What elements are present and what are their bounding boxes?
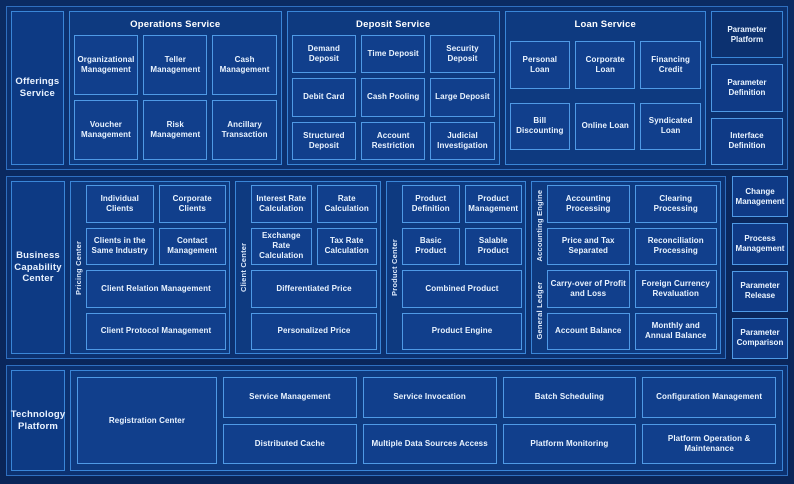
technology-platform-band	[6, 365, 788, 476]
cell-service-invocation[interactable]: Service Invocation	[363, 377, 497, 418]
cell-organizational-management[interactable]: Organizational Management	[74, 35, 138, 95]
cell-configuration-management[interactable]: Configuration Management	[642, 377, 776, 418]
cell-registration-center[interactable]: Registration Center	[77, 377, 217, 464]
cell-accounting-processing[interactable]: Accounting Processing	[547, 185, 630, 223]
cell-security-deposit[interactable]: Security Deposit	[430, 35, 494, 73]
cell-reconciliation-processing[interactable]: Reconciliation Processing	[635, 228, 718, 266]
cell-structured-deposit[interactable]: Structured Deposit	[292, 122, 356, 160]
lane-body-client-center	[251, 185, 377, 350]
lane-label-product-center: Product Center	[390, 239, 399, 296]
cell-platform-operation-maintenance[interactable]: Platform Operation & Maintenance	[642, 424, 776, 465]
group-operations-service	[69, 11, 282, 165]
cell-bill-discounting[interactable]: Bill Discounting	[510, 103, 570, 151]
parameter-platform-column-mid	[732, 176, 788, 359]
cell-product-engine[interactable]: Product Engine	[402, 313, 522, 351]
cell-monthly-and-annual-balance[interactable]: Monthly and Annual Balance	[635, 313, 718, 351]
cell-syndicated-loan[interactable]: Syndicated Loan	[640, 103, 700, 151]
cell-teller-management[interactable]: Teller Management	[143, 35, 207, 95]
cell-personalized-price[interactable]: Personalized Price	[251, 313, 377, 351]
business-capability-band-row	[6, 176, 788, 359]
cell-price-and-tax-separated[interactable]: Price and Tax Separated	[547, 228, 630, 266]
param-interface-definition[interactable]: Interface Definition	[711, 118, 783, 165]
cell-client-protocol-management[interactable]: Client Protocol Management	[86, 313, 226, 351]
cell-cash-pooling[interactable]: Cash Pooling	[361, 78, 425, 116]
cell-judicial-investigation[interactable]: Judicial Investigation	[430, 122, 494, 160]
cell-cash-management[interactable]: Cash Management	[212, 35, 276, 95]
cell-individual-clients[interactable]: Individual Clients	[86, 185, 154, 223]
cell-demand-deposit[interactable]: Demand Deposit	[292, 35, 356, 73]
cell-interest-rate-calculation[interactable]: Interest Rate Calculation	[251, 185, 312, 223]
cell-ancillary-transaction[interactable]: Ancillary Transaction	[212, 100, 276, 160]
cell-rate-calculation[interactable]: Rate Calculation	[317, 185, 378, 223]
cell-contact-management[interactable]: Contact Management	[159, 228, 227, 266]
cell-distributed-cache[interactable]: Distributed Cache	[223, 424, 357, 465]
operations-service-cells	[74, 35, 277, 160]
param-change-management[interactable]: Change Management	[732, 176, 788, 217]
group-loan-service	[505, 11, 706, 165]
cell-corporate-loan[interactable]: Corporate Loan	[575, 41, 635, 89]
band-label-offerings-service: Offerings Service	[11, 11, 64, 165]
param-process-management[interactable]: Process Management	[732, 223, 788, 264]
cell-product-management[interactable]: Product Management	[465, 185, 523, 223]
band-label-technology-platform: Technology Platform	[11, 370, 65, 471]
cell-platform-monitoring[interactable]: Platform Monitoring	[503, 424, 637, 465]
lane-body-accounting	[547, 185, 717, 350]
cell-account-balance[interactable]: Account Balance	[547, 313, 630, 351]
cell-debit-card[interactable]: Debit Card	[292, 78, 356, 116]
cell-risk-management[interactable]: Risk Management	[143, 100, 207, 160]
technology-platform-body	[77, 377, 776, 464]
business-capability-band	[6, 176, 726, 359]
lane-label-pricing-center: Pricing Center	[74, 240, 83, 295]
cell-personal-loan[interactable]: Personal Loan	[510, 41, 570, 89]
param-parameter-definition[interactable]: Parameter Definition	[711, 64, 783, 111]
cell-corporate-clients[interactable]: Corporate Clients	[159, 185, 227, 223]
param-parameter-release[interactable]: Parameter Release	[732, 271, 788, 312]
business-lanes	[70, 181, 721, 354]
lane-label-general-ledger: General Ledger	[535, 280, 544, 339]
lane-label-accounting-engine: Accounting Engine	[535, 189, 544, 262]
cell-account-restriction[interactable]: Account Restriction	[361, 122, 425, 160]
group-deposit-service	[287, 11, 500, 165]
deposit-service-cells	[292, 35, 495, 160]
lane-accounting	[531, 181, 721, 354]
group-title-loan-service: Loan Service	[574, 19, 636, 30]
cell-tax-rate-calculation[interactable]: Tax Rate Calculation	[317, 228, 378, 266]
lane-pricing-center	[70, 181, 230, 354]
lane-body-pricing-center	[86, 185, 226, 350]
lane-product-center	[386, 181, 526, 354]
technology-platform-group	[70, 370, 783, 471]
loan-service-cells	[510, 35, 701, 160]
cell-salable-product[interactable]: Salable Product	[465, 228, 523, 266]
band-label-business-capability-center: Business Capability Center	[11, 181, 65, 354]
parameter-platform-column-top	[711, 11, 783, 165]
cell-carry-over-of-profit-and-loss[interactable]: Carry-over of Profit and Loss	[547, 270, 630, 308]
cell-time-deposit[interactable]: Time Deposit	[361, 35, 425, 73]
cell-online-loan[interactable]: Online Loan	[575, 103, 635, 151]
cell-foreign-currency-revaluation[interactable]: Foreign Currency Revaluation	[635, 270, 718, 308]
cell-voucher-management[interactable]: Voucher Management	[74, 100, 138, 160]
cell-combined-product[interactable]: Combined Product	[402, 270, 522, 308]
cell-multiple-data-sources-access[interactable]: Multiple Data Sources Access	[363, 424, 497, 465]
lane-label-client-center: Client Center	[239, 242, 248, 293]
lane-client-center	[235, 181, 381, 354]
group-title-deposit-service: Deposit Service	[356, 19, 431, 30]
cell-differentiated-price[interactable]: Differentiated Price	[251, 270, 377, 308]
cell-client-relation-management[interactable]: Client Relation Management	[86, 270, 226, 308]
cell-exchange-rate-calculation[interactable]: Exchange Rate Calculation	[251, 228, 312, 266]
cell-product-definition[interactable]: Product Definition	[402, 185, 460, 223]
lane-body-product-center	[402, 185, 522, 350]
parameter-platform-title: Parameter Platform	[711, 11, 783, 58]
param-parameter-comparison[interactable]: Parameter Comparison	[732, 318, 788, 359]
cell-large-deposit[interactable]: Large Deposit	[430, 78, 494, 116]
technology-platform-cells	[223, 377, 776, 464]
cell-clearing-processing[interactable]: Clearing Processing	[635, 185, 718, 223]
offerings-service-band	[6, 6, 788, 170]
cell-financing-credit[interactable]: Financing Credit	[640, 41, 700, 89]
group-title-operations-service: Operations Service	[130, 19, 221, 30]
cell-basic-product[interactable]: Basic Product	[402, 228, 460, 266]
cell-batch-scheduling[interactable]: Batch Scheduling	[503, 377, 637, 418]
cell-service-management[interactable]: Service Management	[223, 377, 357, 418]
cell-clients-in-the-same-industry[interactable]: Clients in the Same Industry	[86, 228, 154, 266]
